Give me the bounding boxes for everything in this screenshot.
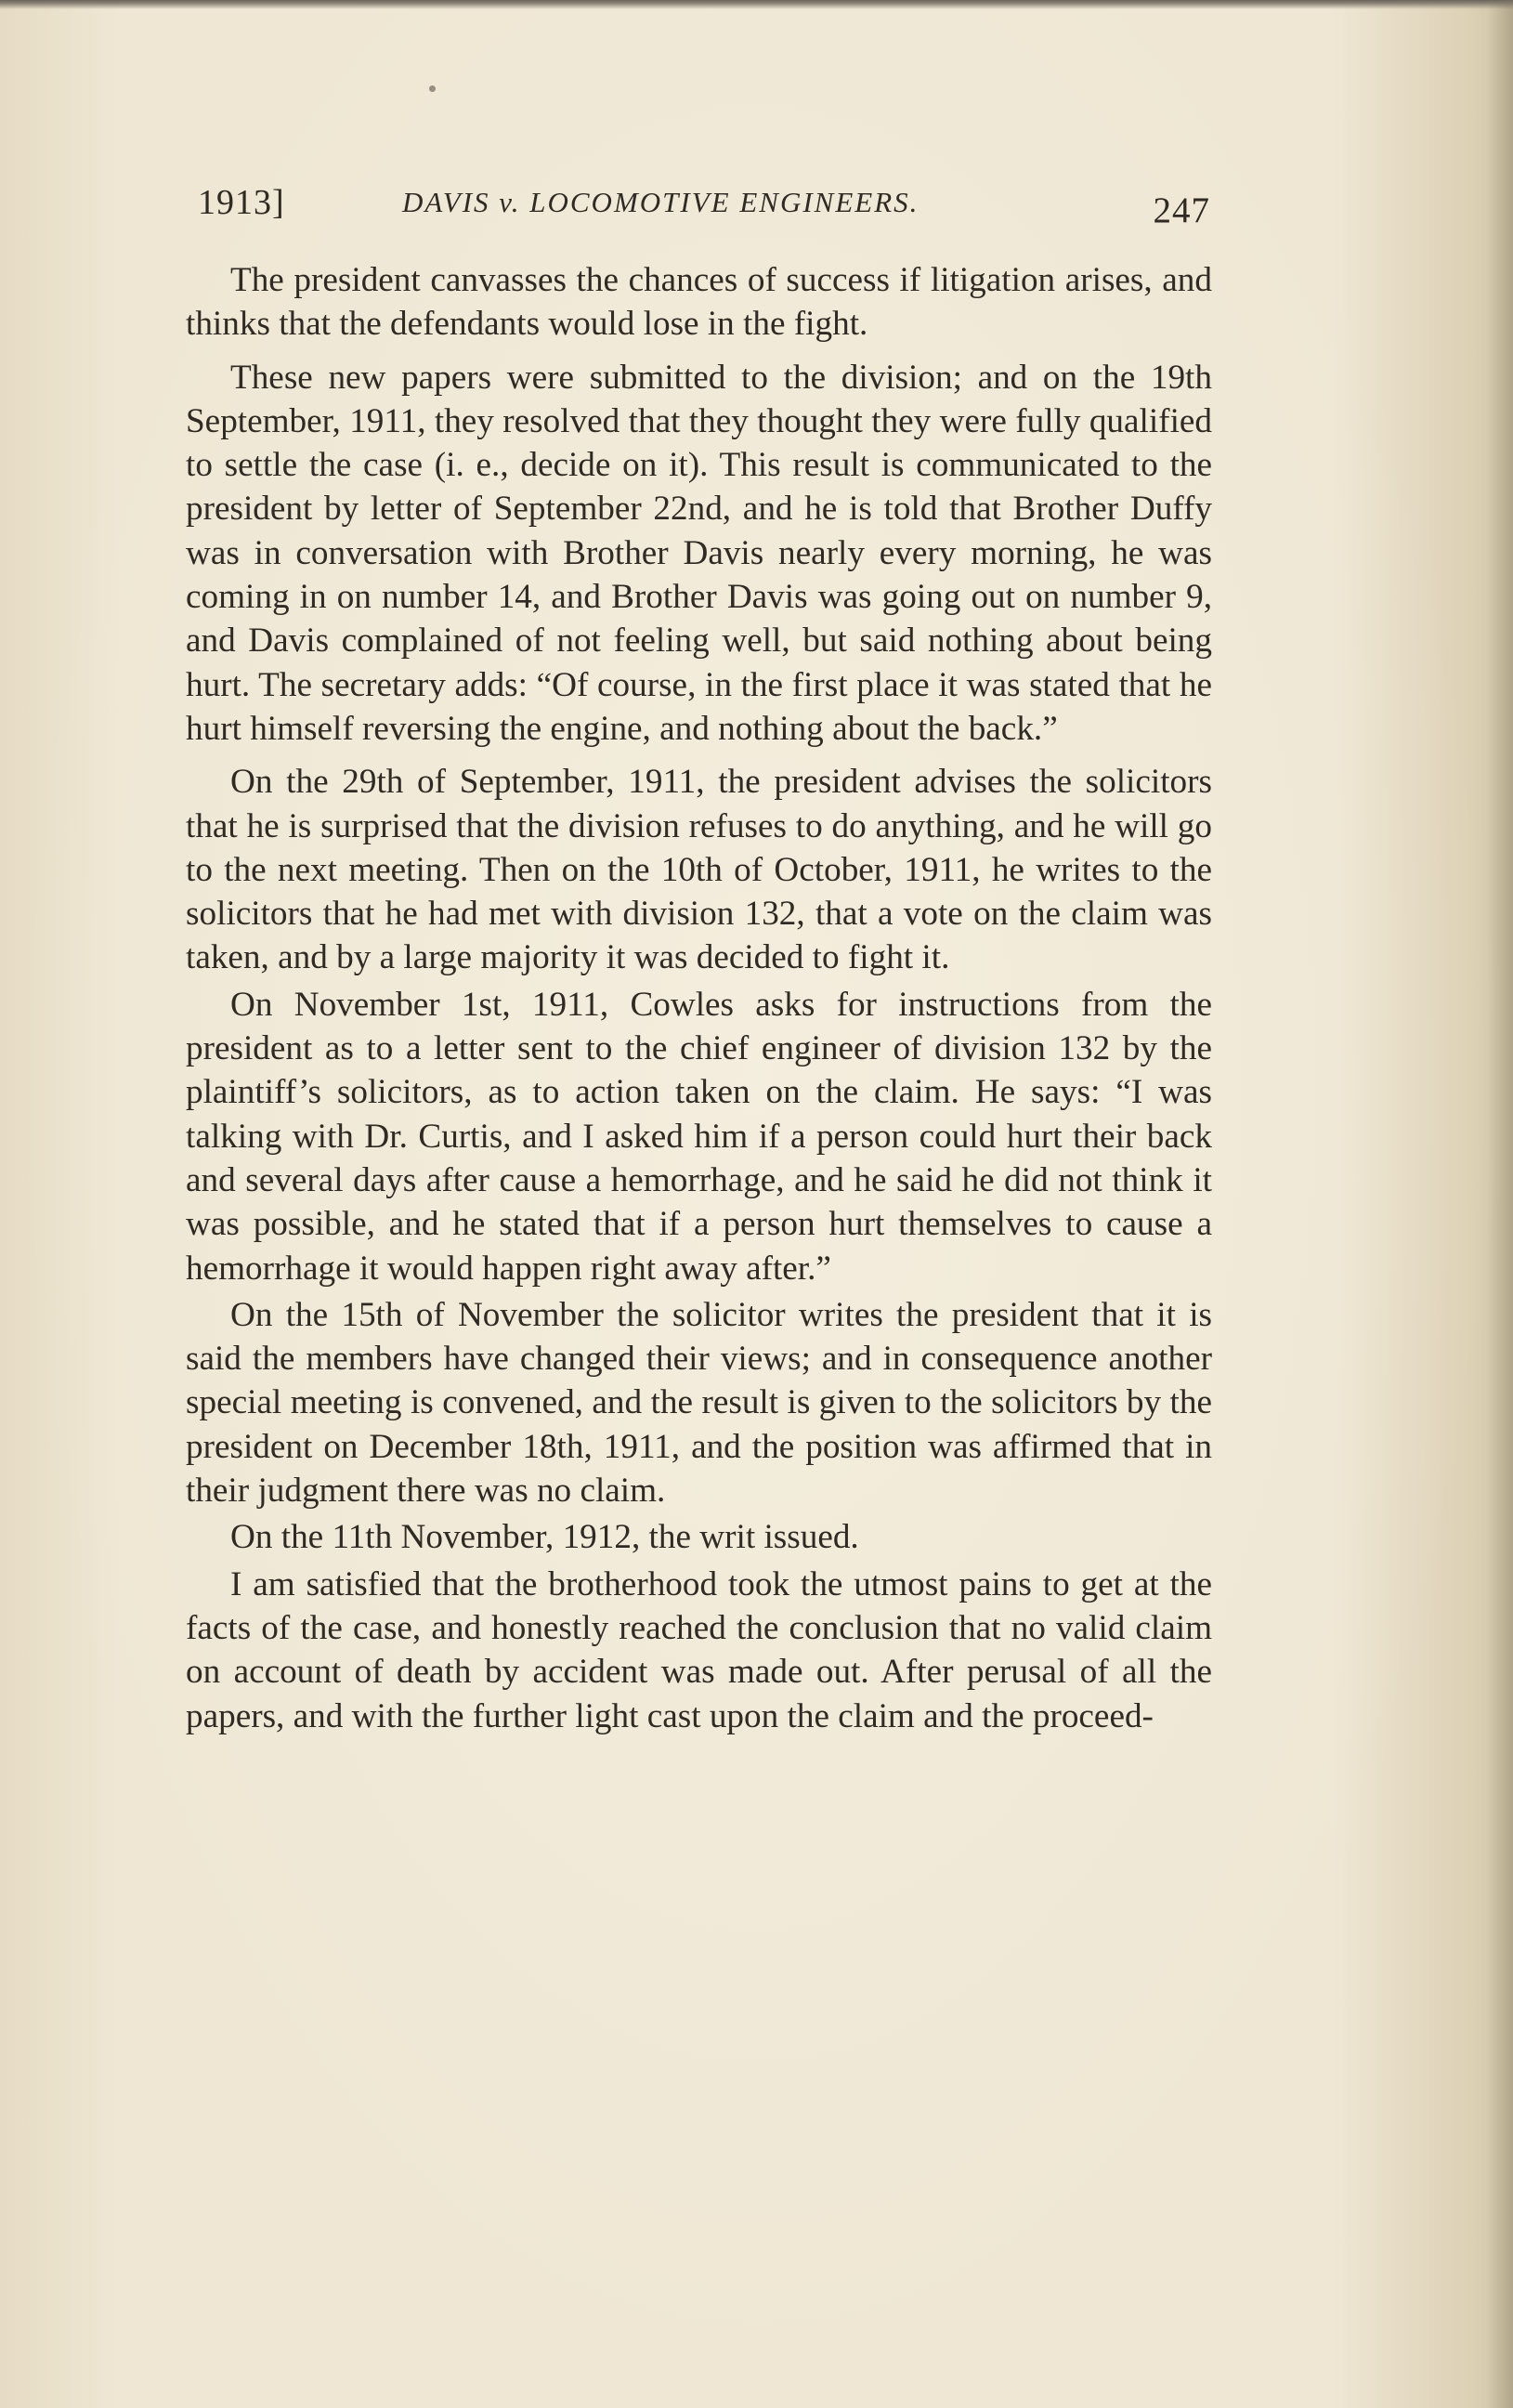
paragraph-conclusion: I am satisfied that the brotherhood took the utmost pains to get at the facts of the case, and honestly reached the conclusion that no valid claim on account of death by accident was made out. After perusal of all the papers, and with the further light cast upon the claim and the proceed-	[186, 1564, 1212, 1735]
running-head-title: DAVIS v. LOCOMOTIVE ENGINEERS.	[402, 186, 920, 218]
ink-speck	[429, 85, 436, 92]
paragraph-writ-issued: On the 11th November, 1912, the writ issued.	[230, 1518, 859, 1557]
page-top-edge	[0, 0, 1513, 9]
paragraph-november-1st: On November 1st, 1911, Cowles asks for instructions from the president as to a letter sent to the chief engineer of division 132 by the plaintiff’s solicitors, as to action taken on the claim. He says: “I was talking with Dr. Curtis, and I asked him if a person could hurt their back and several days after cause a hemorrhage, and he said he did not think it was possible, and he stated that if a person hurt themselves to cause a hemorrhage it would happen right away after.”	[186, 985, 1212, 1288]
running-head	[198, 182, 1210, 247]
paragraph-september: On the 29th of September, 1911, the president advises the solicitors that he is surprised that the division refuses to do anything, and he will go to the next meeting. Then on the 10th of October, 1911, he writes to the solicitors that he had met with division 132, that a vote on the claim was taken, and by a large majority it was decided to fight it.	[186, 763, 1212, 977]
running-head-year: 1913]	[198, 183, 285, 222]
paragraph-november-15th: On the 15th of November the solicitor writes the president that it is said the members have changed their views; and in consequence another special meeting is convened, and the result is given to the solicitors by the president on December 18th, 1911, and the position was affirmed that in their judgment there was no claim.	[186, 1295, 1212, 1511]
paragraph-litigation: The president canvasses the chances of success if litigation arises, and thinks that the defendants would lose in the fight.	[186, 261, 1212, 344]
paragraph-new-papers: These new papers were submitted to the division; and on the 19th September, 1911, they resolved that they thought they were fully qualified to settle the case (i. e., decide on it). This result is communicated to the president by letter of September 22nd, and he is told that Brother Duffy was in conversation with Brother Davis nearly every morning, he was coming in on number 14, and Brother Davis was going out on number 9, and Davis complained of not feeling well, but said nothing about being hurt. The secretary adds: “Of course, in the first place it was stated that he hurt himself reversing the engine, and nothing about the back.”	[186, 358, 1212, 748]
body-text	[186, 258, 1212, 1741]
page-gutter-shadow	[1487, 0, 1513, 2408]
page-number: 247	[1153, 190, 1210, 230]
